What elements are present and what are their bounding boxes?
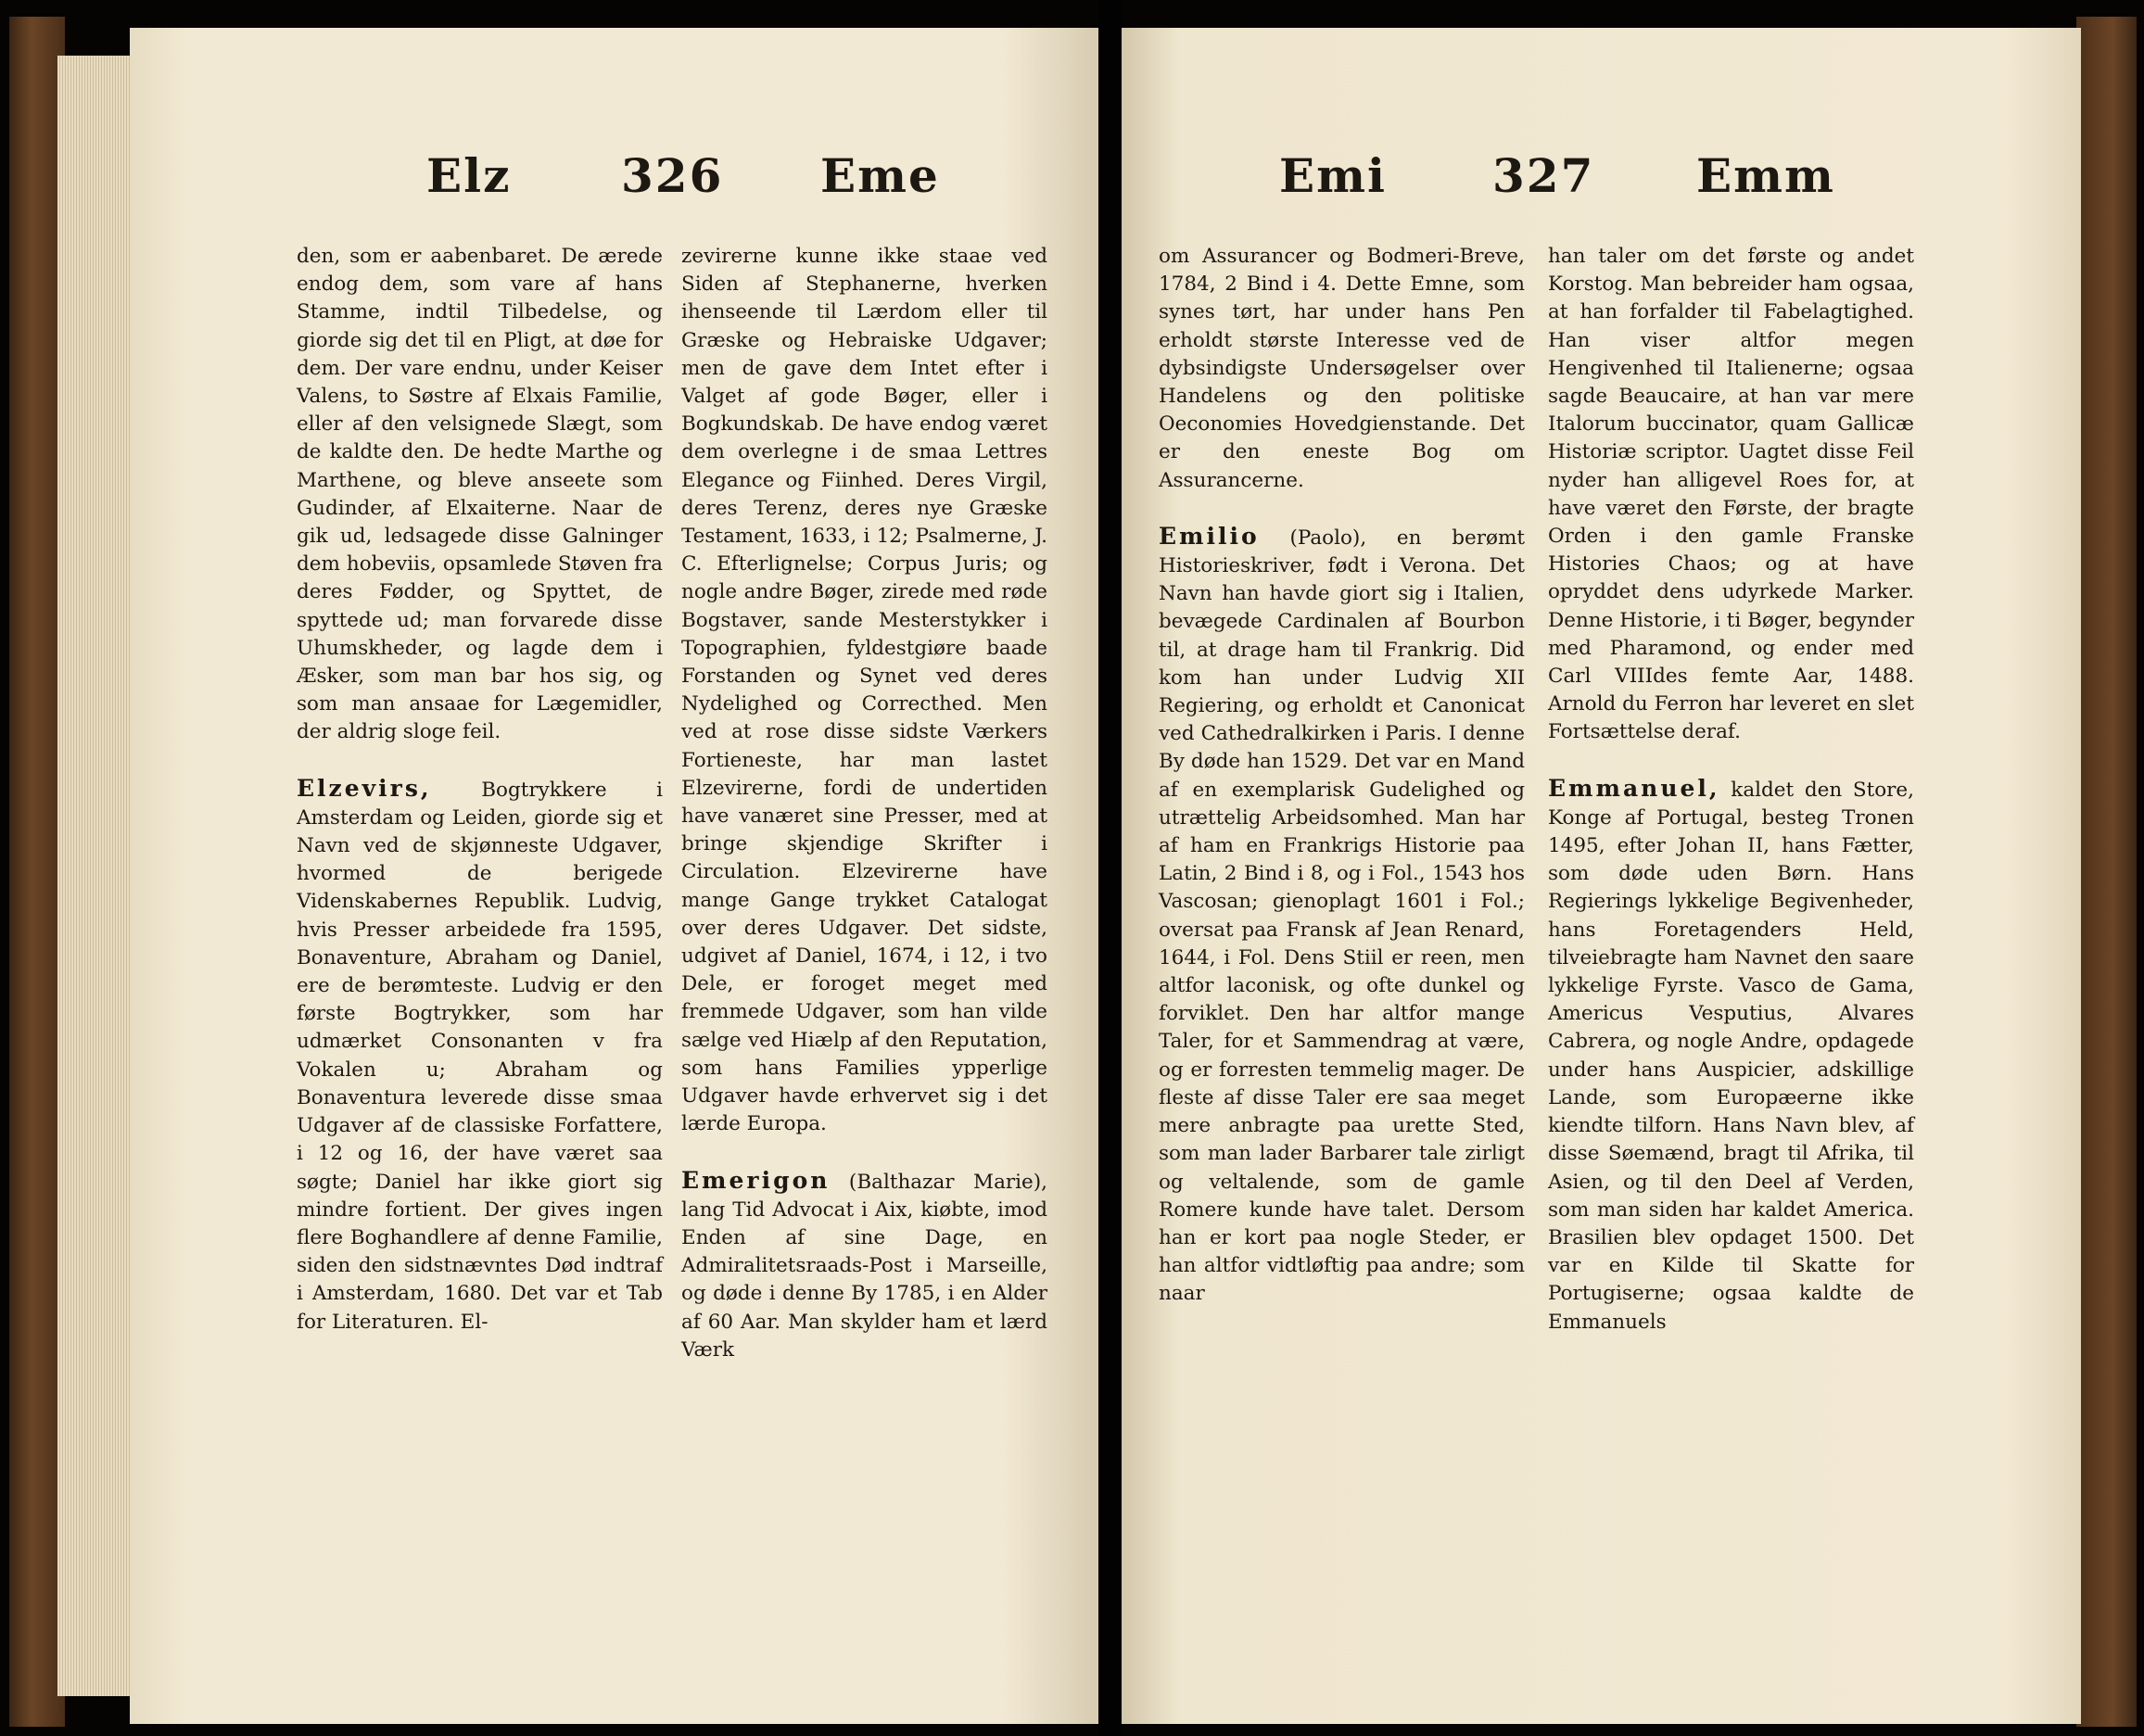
paragraph: den, som er aabenbaret. De ærede endog dem, som vare af hans Stamme, indtil Tilbedelse, og giorde sig det til en Pligt, at døe for dem. Der vare endnu, under Keiser Valens, to Søstre af Elxais Familie, eller af den velsignede Slægt, som de kaldte den. De hedte Marthe og Marthene, og bleve anseete som Gudinder, af Elxaiterne. Naar de gik ud, ledsagede disse Galninger dem hobeviis, opsamlede Støven fra deres Fødder, og Spyttet, de spyttede ud; man forvarede disse Uhumskheder, og lagde dem i Æsker, som man bar hos sig, og som man ansaae for Lægemidler, der aldrig sloge feil. (297, 245, 663, 744)
headword: Emerigon (681, 1166, 831, 1194)
book-cover-right (2076, 17, 2137, 1727)
page-number: 326 (621, 148, 724, 203)
right-page (1122, 28, 2081, 1724)
head-right: Eme (820, 148, 940, 203)
page-number: 327 (1492, 148, 1595, 203)
entry: Elzevirs, Bogtrykkere i Amsterdam og Leiden, giorde sig et Navn ved de skjønneste Udgaver, hvormed de berigede Videnskabernes Republik. Ludvig, hvis Presser arbeidede fra 1595, Bonaventure, Abraham og Daniel, ere de berømteste. Ludvig er den første Bogtrykker, som har udmærket Consonanten v fra Vokalen u; Abraham og Bonaventura leverede disse smaa Udgaver af de classiske Forfattere, i 12 og 16, der have været saa søgte; Daniel har ikke giort sig mindre fortient. Der gives ingen flere Boghandlere af denne Familie, siden den sidstnævntes Død indtraf i Amsterdam, 1680. Det var et Tab for Literaturen. El- (297, 774, 663, 1334)
head-right: Emm (1696, 148, 1835, 203)
column-1 (297, 243, 663, 1337)
column-2 (1548, 243, 1914, 1337)
headword: Elzevirs, (297, 774, 432, 802)
column-1 (1159, 243, 1525, 1309)
paragraph: han taler om det første og andet Korstog. Man bebreider ham ogsaa, at han forfalder til Fabelagtighed. Han viser altfor megen Hengivenhed til Italienerne; ogsaa sagde Beaucaire, at han var mere Italorum buccinator, quam Gallicæ Historiæ scriptor. Uagtet disse Feil nyder han alligevel Roes for, at have været den Første, der bragte Orden i den gamle Franske Histories Chaos; og at have opryddet dens udyrkede Marker. Denne Historie, i ti Bøger, begynder med Pharamond, og ender med Carl VIIIdes femte Aar, 1488. Arnold du Ferron har leveret en slet Fortsættelse deraf. (1548, 245, 1914, 744)
head-left: Emi (1279, 148, 1388, 203)
paragraph: zevirerne kunne ikke staae ved Siden af Stephanerne, hverken ihenseende til Lærdom eller til Græske og Hebraiske Udgaver; men de gave dem Intet efter i Valget af gode Bøger, eller i Bogkundskab. De have endog været dem overlegne i de smaa Lettres Elegance og Fiinhed. Deres Virgil, deres Terenz, deres nye Græske Testament, 1633, i 12; Psalmerne, J. C. Efterlignelse; Corpus Juris; og nogle andre Bøger, zirede med røde Bogstaver, sande Mesterstykker i Topographien, fyldestgiøre baade Forstanden og Synet ved deres Nydelighed og Correcthed. Men ved at rose disse sidste Værkers Fortieneste, har man lastet Elzevirerne, fordi de undertiden have vanæret sine Presser, med at bringe skjendige Skrifter i Circulation. Elzevirerne have mange Gange trykket Catalogat over deres Udgaver. Det sidste, udgivet af Daniel, 1674, i 12, i tvo Dele, er foroget meget med fremmede Udgaver, som han vilde sælge ved Hiælp af den Reputation, som hans Families ypperlige Udgaver havde erhvervet sig i det lærde Europa. (681, 245, 1047, 1136)
running-head (1122, 148, 2081, 213)
entry: Emilio (Paolo), en berømt Historieskriver, født i Verona. Det Navn han havde giort sig i Italien, bevægede Cardinalen af Bourbon til, at drage ham til Frankrig. Did kom han under Ludvig XII Regiering, og erholdt et Canonicat ved Cathedralkirken i Paris. I denne By døde han 1529. Det var en Mand af en exemplarisk Gudelighed og utrættelig Arbeidsomhed. Man har af ham en Frankrigs Historie paa Latin, 2 Bind i 8, og i Fol., 1543 hos Vascosan; gienoplagt 1601 i Fol.; oversat paa Fransk af Jean Renard, 1644, i Fol. Dens Stiil er reen, men altfor laconisk, og ofte dunkel og forviklet. Den har altfor mange Taler, for et Sammendrag at være, og er forresten temmelig mager. De fleste af disse Taler ere saa meget mere anbragte paa urette Sted, som man lader Barbarer tale zirligt og veltalende, som de gamle Romere kunde have talet. Dersom han er kort paa nogle Steder, er han altfor vidtløftig paa andre; som naar (1159, 522, 1525, 1306)
left-page (130, 28, 1098, 1724)
headword: Emmanuel, (1548, 774, 1720, 802)
entry: Emerigon (Balthazar Marie), lang Tid Advocat i Aix, kiøbte, imod Enden af sine Dage, en Admiralitetsraads-Post i Marseille, og døde i denne By 1785, i en Alder af 60 Aar. Man skylder ham et lærd Værk (681, 1166, 1047, 1362)
book-cover-left (9, 17, 65, 1727)
book-gutter (1098, 0, 1122, 1736)
entry: Emmanuel, kaldet den Store, Konge af Portugal, besteg Tronen 1495, efter Johan II, hans Fætter, som døde uden Børn. Hans Regierings lykkelige Begivenheder, hans Foretagenders Held, tilveiebragte ham Navnet den saare lykkelige Fyrste. Vasco de Gama, Americus Vesputius, Alvares Cabrera, og nogle Andre, opdagede under hans Auspicier, adskillige Lande, som Europæerne ikke kiendte tilforn. Hans Navn blev, af disse Søemænd, bragt til Afrika, til Asien, og til den Deel af Verden, som man siden har kaldet America. Brasilien blev opdaget 1500. Det var en Kilde til Skatte for Portugiserne; ogsaa kaldte de Emmanuels (1548, 774, 1914, 1334)
head-left: Elz (426, 148, 512, 203)
running-head (130, 148, 1098, 213)
headword: Emilio (1159, 522, 1260, 550)
paragraph: om Assurancer og Bodmeri-Breve, 1784, 2 Bind i 4. Dette Emne, som synes tørt, har under hans Pen erholdt største Interesse ved de dybsindigste Undersøgelser over Handelens og den politiske Oeconomies Hovedgienstande. Det er den eneste Bog om Assurancerne. (1159, 245, 1525, 492)
column-2 (681, 243, 1047, 1364)
